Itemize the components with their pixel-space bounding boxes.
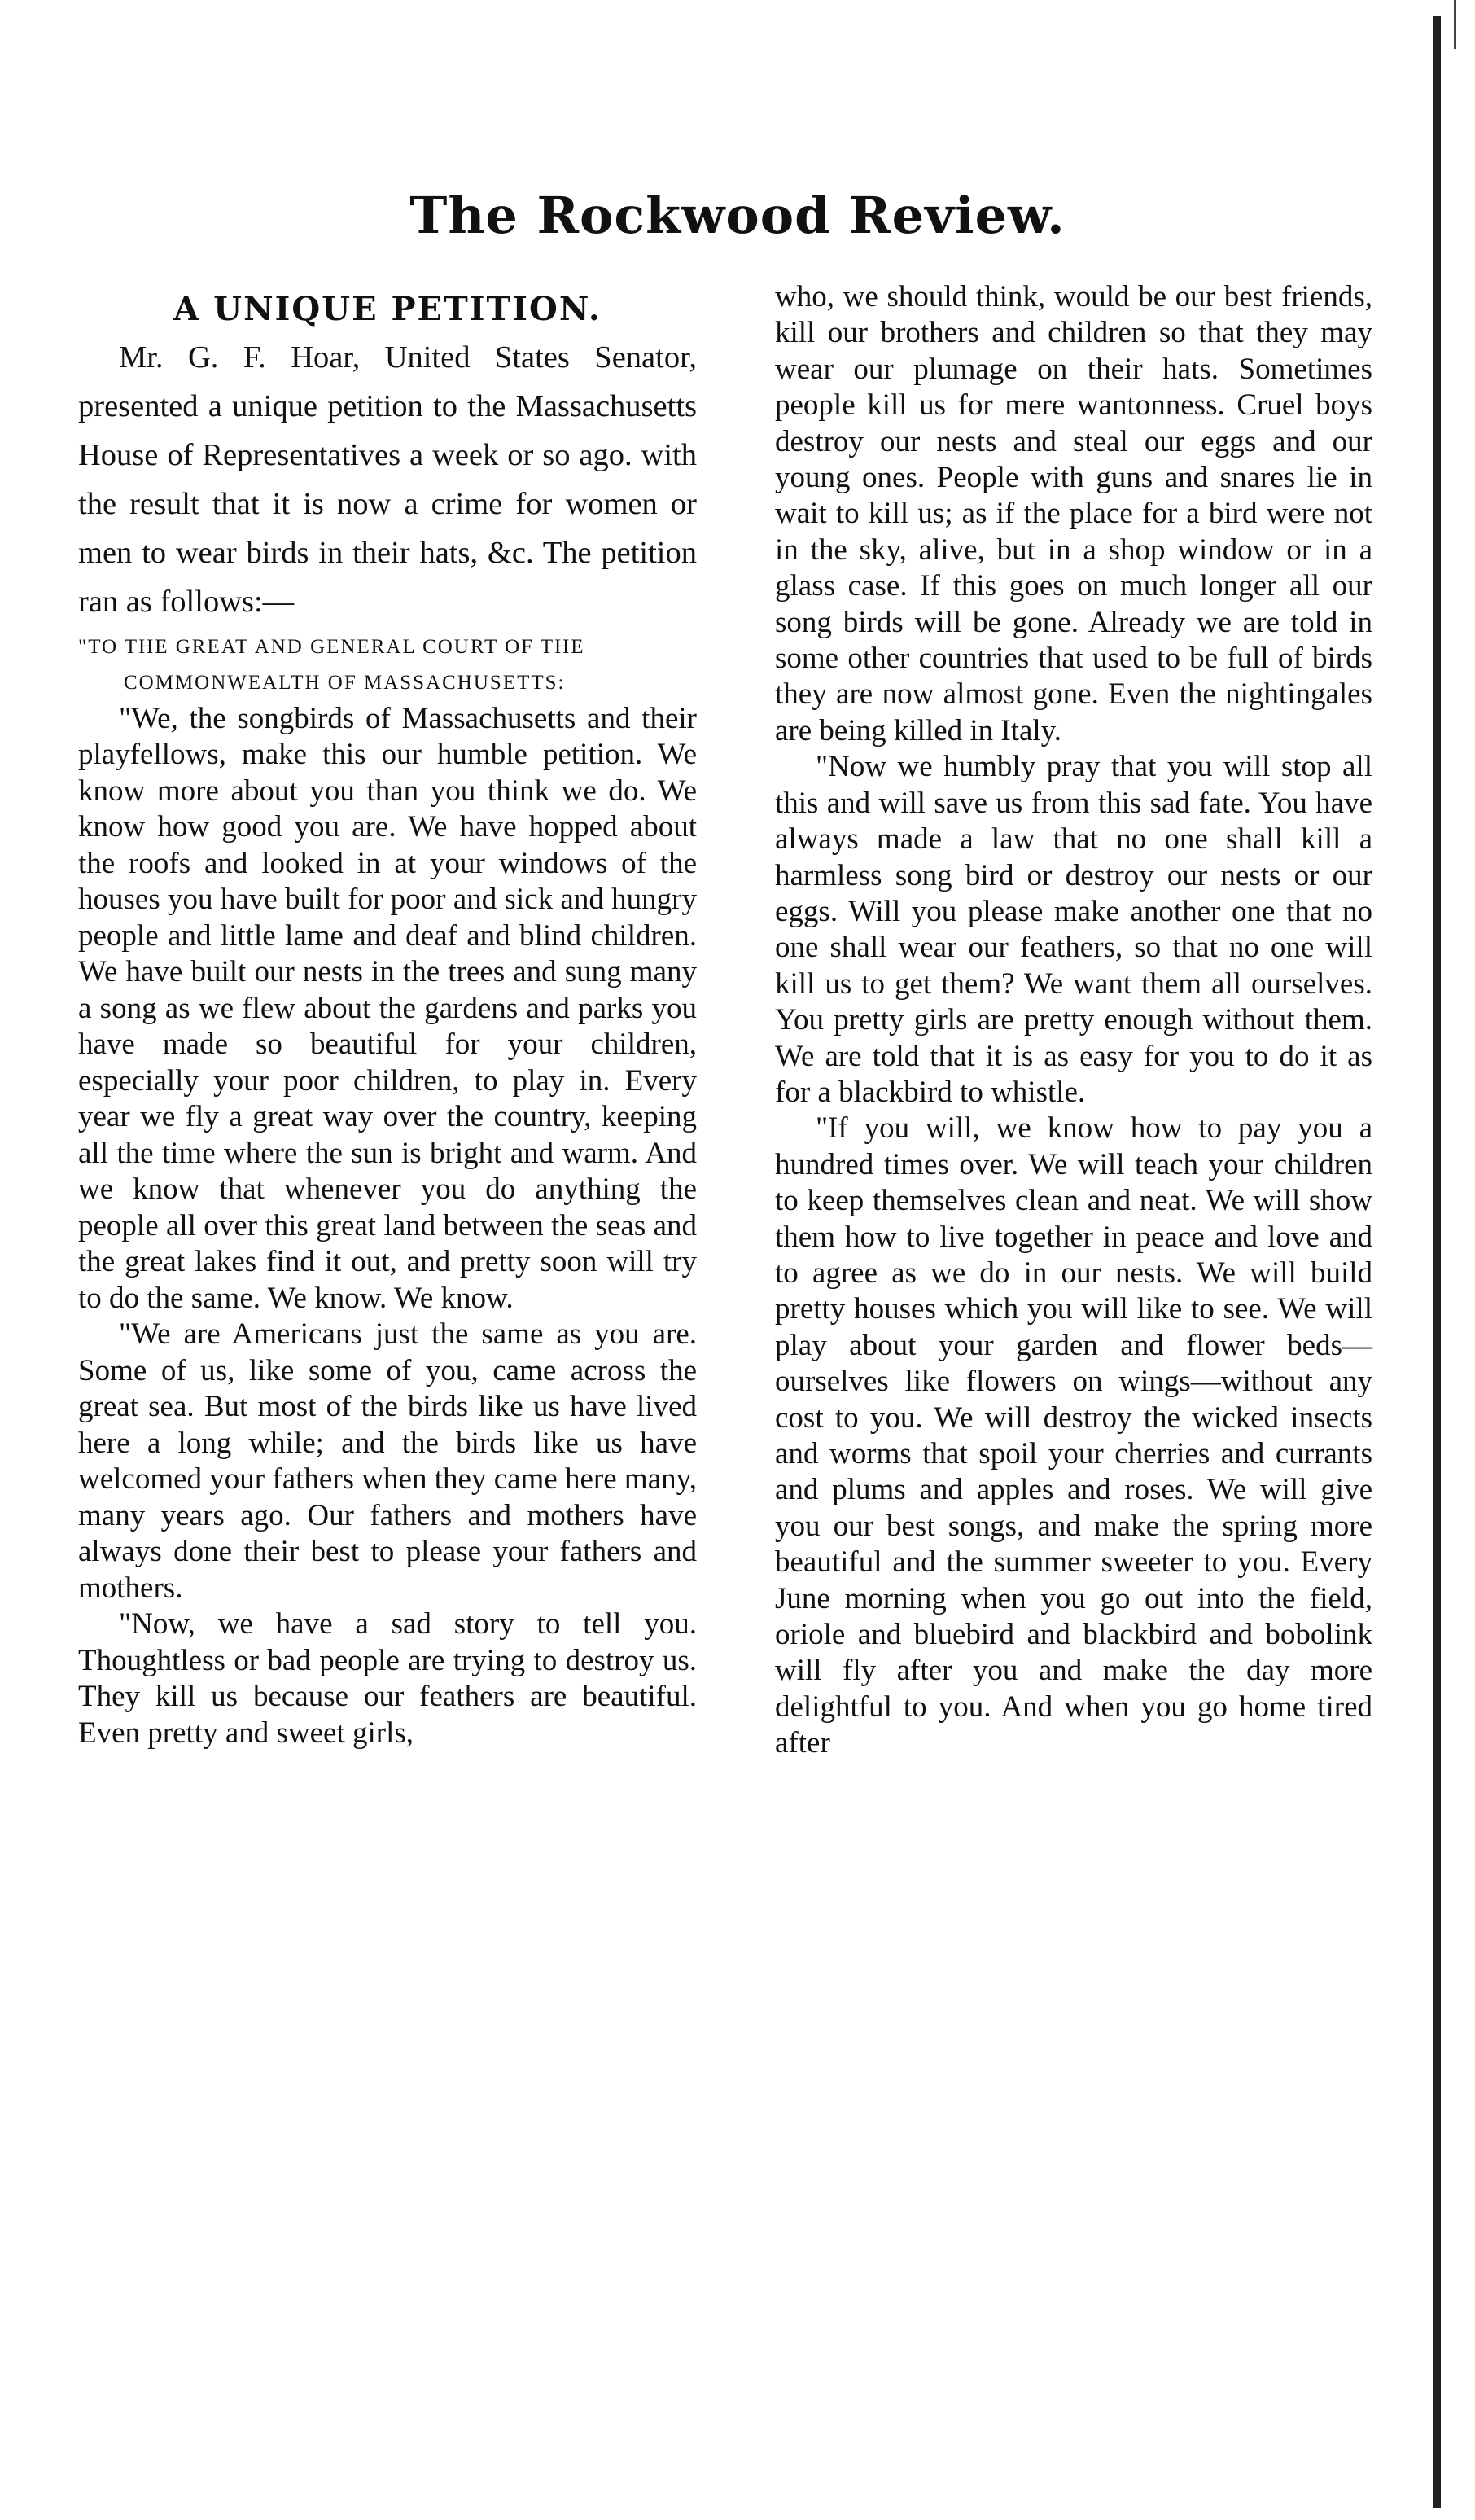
- page-edge-mark: [1454, 0, 1456, 49]
- petition-paragraph: "If you will, we know how to pay you a hundred times over. We will teach your children to keep themselves clean and neat. We will show them how to live together in peace and love and to agree as we do in our nests. We will build pretty houses which you will like to see. We will play about your garden and flower beds—ourselves like flowers on wings—without any cost to you. We will destroy the wicked insects and worms that spoil your cherries and currants and plums and apples and roses. We will give you our best songs, and make the spring more beautiful and the summer sweeter to you. Every June morning when you go out into the field, oriole and bluebird and blackbird and bobolink will fly after you and make the day more delightful to you. And when you go home tired after: [775, 1111, 1372, 1760]
- petition-paragraph-continued: who, we should think, would be our best friends, kill our brothers and children so that they may wear our plumage on their hats. Sometimes people kill us for mere wantonness. Cruel boys destroy our nests and steal our eggs and our young ones. People with guns and snares lie in wait to kill us; as if the place for a bird were not in the sky, alive, but in a shop window or in a glass case. If this goes on much longer all our song birds will be gone. Already we are told in some other countries that used to be full of birds they are now almost gone. Even the nightingales are being killed in Italy.: [775, 280, 1372, 747]
- article-headline: A UNIQUE PETITION.: [173, 290, 602, 328]
- article-column-right: [775, 279, 1372, 1762]
- petition-addressee: "TO THE GREAT AND GENERAL COURT OF THE COMMONWEALTH OF MASSACHUSETTS:: [78, 635, 585, 694]
- page-edge-rule: [1433, 16, 1441, 2508]
- article-column-left: [78, 277, 697, 1751]
- petition-paragraph: "Now, we have a sad story to tell you. Thoughtless or bad people are trying to destroy us. They kill us because our feathers are beautiful. Even pretty and sweet girls,: [78, 1607, 697, 1750]
- petition-paragraph: "Now we humbly pray that you will stop all this and will save us from this sad fate. You have always made a law that no one shall kill a harmless song bird or destroy our nests or our eggs. Will you please make another one that no one shall wear our feathers, so that no one will kill us to get them? We want them all ourselves. You pretty girls are pretty enough without them. We are told that it is as easy for you to do it as for a blackbird to whistle.: [775, 750, 1372, 1109]
- publication-title: The Rockwood Review.: [409, 186, 1066, 245]
- article-lead: Mr. G. F. Hoar, United States Senator, presented a unique petition to the Massachusetts House of Representatives a week or so ago. with the result that it is now a crime for women or men to wear birds in their hats, &c. The petition ran as follows:—: [78, 340, 697, 619]
- petition-paragraph: "We are Americans just the same as you are. Some of us, like some of you, came across the great sea. But most of the birds like us have lived here a long while; and the birds like us have welcomed your fathers when they came here many, many years ago. Our fathers and mothers have always done their best to please your fathers and mothers.: [78, 1317, 697, 1605]
- petition-paragraph: "We, the songbirds of Massachusetts and their playfellows, make this our humble petition. We know more about you than you think we do. We know how good you are. We have hopped about the roofs and looked in at your windows of the houses you have built for poor and sick and hungry people and little lame and deaf and blind children. We have built our nests in the trees and sung many a song as we flew about the gardens and parks you have made so beautiful for your children, especially your poor children, to play in. Every year we fly a great way over the country, keeping all the time where the sun is bright and warm. And we know that whenever you do anything the people all over this great land between the seas and the great lakes find it out, and pretty soon will try to do the same. We know. We know.: [78, 701, 697, 1315]
